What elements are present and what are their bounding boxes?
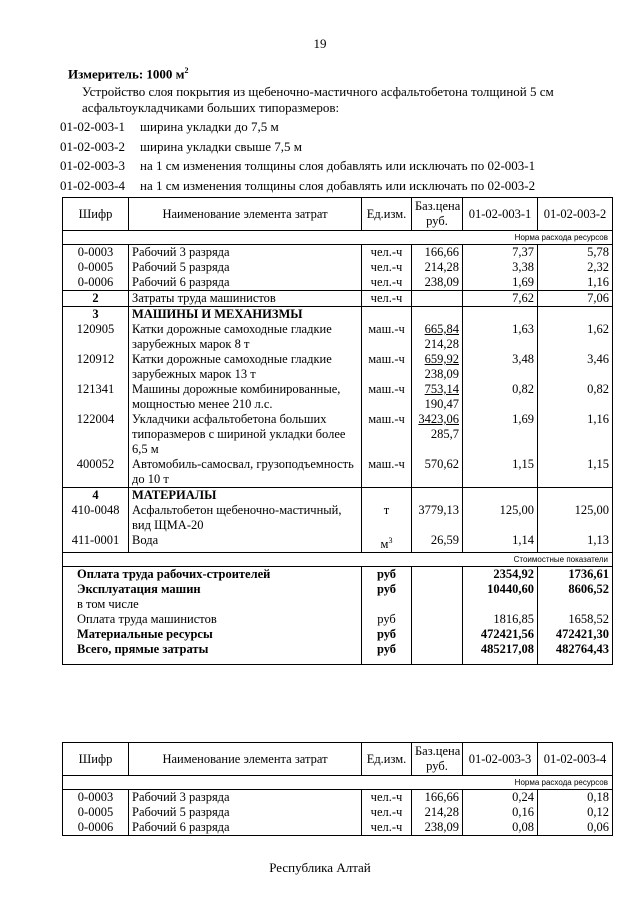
norm-row (63, 231, 613, 245)
cell-unit (362, 533, 412, 553)
cell-name: Катки дорожные самоходные гладкие зарубежных марок 13 т (129, 352, 362, 382)
cost-row (63, 553, 613, 567)
cell-price: 570,62 (412, 457, 463, 488)
code-item (60, 176, 535, 196)
cell-name: Рабочий 3 разряда (129, 245, 362, 261)
header-cell: Наименование элемента затрат (129, 743, 362, 776)
total-v1: 485217,08 (463, 642, 538, 665)
total-v2: 1658,52 (538, 612, 613, 627)
unit-sup: 3 (388, 536, 393, 545)
total-row (63, 597, 613, 612)
cell-code: 3 (63, 307, 129, 323)
total-v2: 472421,30 (538, 627, 613, 642)
cell-v2: 0,18 (538, 790, 613, 806)
cell-unit: чел.-ч (362, 260, 412, 275)
cell-code: 0-0006 (63, 820, 129, 836)
cell-price (412, 412, 463, 457)
cell-name: Асфальтобетон щебеночно-мастичный, вид ЩМА-20 (129, 503, 362, 533)
total-name: Всего, прямые затраты (63, 642, 362, 665)
cell-v1: 7,62 (463, 291, 538, 307)
cell-name: Укладчики асфальтобетона больших типоразмеров с шириной укладки более 6,5 м (129, 412, 362, 457)
code: 01-02-003-1 (60, 119, 125, 134)
code-text: ширина укладки свыше 7,5 м (140, 138, 303, 154)
cell-price: 214,28 (412, 260, 463, 275)
cell-code: 0-0003 (63, 790, 129, 806)
cell-v1: 0,24 (463, 790, 538, 806)
code-list (60, 117, 535, 195)
table-row (63, 322, 613, 352)
table-row (63, 260, 613, 275)
cell-code: 4 (63, 488, 129, 504)
cell-price: 238,09 (412, 275, 463, 291)
cell-price (412, 352, 463, 382)
table-row (63, 352, 613, 382)
header-cell: Шифр (63, 743, 129, 776)
cell-name: Рабочий 3 разряда (129, 790, 362, 806)
code-text: на 1 см изменения толщины слоя добавлять или исключать по 02-003-1 (140, 158, 536, 173)
total-name: Оплата труда машинистов (63, 612, 362, 627)
total-v2: 1736,61 (538, 567, 613, 583)
code-item (60, 117, 535, 137)
cell-v2: 1,15 (538, 457, 613, 488)
header-cell: Ед.изм. (362, 198, 412, 231)
header-cell: Ед.изм. (362, 743, 412, 776)
footer: Республика Алтай (269, 860, 371, 875)
cell-v2: 0,12 (538, 805, 613, 820)
code-text: ширина укладки до 7,5 м (140, 119, 279, 134)
cell-name: Рабочий 6 разряда (129, 275, 362, 291)
cell-name: Рабочий 5 разряда (129, 260, 362, 275)
cell-v1: 3,38 (463, 260, 538, 275)
total-v2: 482764,43 (538, 642, 613, 665)
cell-v2: 0,06 (538, 820, 613, 836)
cell-v1: 1,14 (463, 533, 538, 553)
cell-v1: 7,37 (463, 245, 538, 261)
cell-code: 411-0001 (63, 533, 129, 553)
cell-v1: 1,15 (463, 457, 538, 488)
cell-price: 238,09 (412, 820, 463, 836)
cell-v1: 0,08 (463, 820, 538, 836)
total-unit: руб (362, 642, 412, 665)
cell-v2: 7,06 (538, 291, 613, 307)
cell-code: 122004 (63, 412, 129, 457)
section-row (63, 488, 613, 504)
description: Устройство слоя покрытия из щебеночно-мастичного асфальтобетона толщиной 5 см асфальтоукладчиками больших типоразмеров: (82, 84, 554, 115)
cell-price: 166,66 (412, 790, 463, 806)
table-row (63, 503, 613, 533)
norm-label: Норма расхода ресурсов (63, 776, 613, 790)
total-v1: 2354,92 (463, 567, 538, 583)
total-row (63, 627, 613, 642)
table-row (63, 533, 613, 553)
cell-name: Рабочий 5 разряда (129, 805, 362, 820)
total-unit: руб (362, 612, 412, 627)
total-name: Эксплуатация машин (63, 582, 362, 597)
cell-name: Рабочий 6 разряда (129, 820, 362, 836)
cell-price: 166,66 (412, 245, 463, 261)
cell-name: Катки дорожные самоходные гладкие зарубежных марок 8 т (129, 322, 362, 352)
cell-v1: 1,69 (463, 275, 538, 291)
header-cell: Наименование элемента затрат (129, 198, 362, 231)
cell-v1: 0,82 (463, 382, 538, 412)
page-number: 19 (313, 36, 327, 51)
table-row (63, 790, 613, 806)
total-name: Материальные ресурсы (63, 627, 362, 642)
total-name: Оплата труда рабочих-строителей (63, 567, 362, 583)
unit-text: м (380, 537, 389, 552)
header-cell: Шифр (63, 198, 129, 231)
cell-unit: чел.-ч (362, 245, 412, 261)
cell-price (412, 382, 463, 412)
cell-name: Машины дорожные комбинированные, мощностью менее 210 л.с. (129, 382, 362, 412)
cell-v2: 1,16 (538, 412, 613, 457)
code: 01-02-003-4 (60, 177, 125, 193)
cell-code: 0-0006 (63, 275, 129, 291)
code: 01-02-003-2 (60, 138, 125, 154)
total-v1: 472421,56 (463, 627, 538, 642)
cell-unit: чел.-ч (362, 275, 412, 291)
price-bottom: 214,28 (424, 337, 459, 351)
cell-code: 0-0003 (63, 245, 129, 261)
table-row (63, 805, 613, 820)
cell-name: МАТЕРИАЛЫ (129, 488, 362, 504)
price-top: 659,92 (424, 352, 459, 366)
total-name: в том числе (63, 597, 362, 612)
norm-label: Норма расхода ресурсов (63, 231, 613, 245)
cell-v2: 5,78 (538, 245, 613, 261)
table-row (63, 291, 613, 307)
cell-v1: 1,69 (463, 412, 538, 457)
cell-unit: т (362, 503, 412, 533)
cost-label: Стоимостные показатели (63, 553, 613, 567)
cell-unit: маш.-ч (362, 352, 412, 382)
code-item (60, 156, 535, 176)
cell-unit: маш.-ч (362, 457, 412, 488)
cell-code: 2 (63, 291, 129, 307)
cell-unit: маш.-ч (362, 322, 412, 352)
total-v2: 8606,52 (538, 582, 613, 597)
header-cell: Баз.цена руб. (412, 198, 463, 231)
cell-unit: чел.-ч (362, 820, 412, 836)
header-cell: 01-02-003-3 (463, 743, 538, 776)
cell-name: МАШИНЫ И МЕХАНИЗМЫ (129, 307, 362, 323)
cell-v2: 0,82 (538, 382, 613, 412)
total-row (63, 612, 613, 627)
cell-code: 120912 (63, 352, 129, 382)
header-cell: Баз.цена руб. (412, 743, 463, 776)
cell-unit: маш.-ч (362, 382, 412, 412)
cell-v1: 1,63 (463, 322, 538, 352)
cell-code: 0-0005 (63, 805, 129, 820)
total-row (63, 642, 613, 665)
cell-unit: чел.-ч (362, 291, 412, 307)
cell-v1: 0,16 (463, 805, 538, 820)
total-unit: руб (362, 582, 412, 597)
unit-label-text: Измеритель: 1000 м (68, 66, 185, 82)
cell-v1: 125,00 (463, 503, 538, 533)
cell-code: 120905 (63, 322, 129, 352)
code-text: на 1 см изменения толщины слоя добавлять или исключать по 02-003-2 (140, 177, 536, 193)
cell-code: 0-0005 (63, 260, 129, 275)
cell-v2: 2,32 (538, 260, 613, 275)
unit-label (68, 66, 189, 82)
table-row (63, 820, 613, 836)
cell-code: 400052 (63, 457, 129, 488)
total-v1: 10440,60 (463, 582, 538, 597)
cell-price: 214,28 (412, 805, 463, 820)
cell-price (412, 322, 463, 352)
table-header (63, 198, 613, 231)
cell-name: Затраты труда машинистов (129, 291, 362, 307)
table-row (63, 245, 613, 261)
table-row (63, 275, 613, 291)
resource-table-2 (62, 742, 613, 836)
header-cell: 01-02-003-1 (463, 198, 538, 231)
total-row (63, 582, 613, 597)
header-cell: 01-02-003-2 (538, 198, 613, 231)
price-bottom: 190,47 (424, 397, 459, 411)
total-unit: руб (362, 567, 412, 583)
cell-unit: маш.-ч (362, 412, 412, 457)
cell-name: Вода (129, 533, 362, 553)
table-row (63, 412, 613, 457)
code: 01-02-003-3 (60, 158, 125, 173)
cell-v2: 1,16 (538, 275, 613, 291)
price-top: 753,14 (424, 382, 459, 396)
cell-v2: 125,00 (538, 503, 613, 533)
unit-label-sup: 2 (184, 66, 189, 75)
table-row (63, 457, 613, 488)
resource-table-1 (62, 197, 613, 665)
total-unit: руб (362, 627, 412, 642)
cell-price (412, 291, 463, 307)
cell-name: Автомобиль-самосвал, грузоподъемность до 10 т (129, 457, 362, 488)
code-item (60, 137, 535, 157)
cell-price: 3779,13 (412, 503, 463, 533)
price-bottom: 285,7 (430, 427, 459, 441)
header-cell: 01-02-003-4 (538, 743, 613, 776)
total-v1: 1816,85 (463, 612, 538, 627)
norm-row (63, 776, 613, 790)
total-row (63, 567, 613, 583)
cell-unit: чел.-ч (362, 790, 412, 806)
price-top: 665,84 (424, 322, 459, 336)
cell-v2: 1,62 (538, 322, 613, 352)
section-row (63, 307, 613, 323)
table-header (63, 743, 613, 776)
price-bottom: 238,09 (424, 367, 459, 381)
table-row (63, 382, 613, 412)
price-top: 3423,06 (418, 412, 459, 426)
cell-code: 121341 (63, 382, 129, 412)
cell-unit: чел.-ч (362, 805, 412, 820)
cell-v2: 1,13 (538, 533, 613, 553)
cell-v2: 3,46 (538, 352, 613, 382)
cell-price: 26,59 (412, 533, 463, 553)
cell-v1: 3,48 (463, 352, 538, 382)
cell-code: 410-0048 (63, 503, 129, 533)
